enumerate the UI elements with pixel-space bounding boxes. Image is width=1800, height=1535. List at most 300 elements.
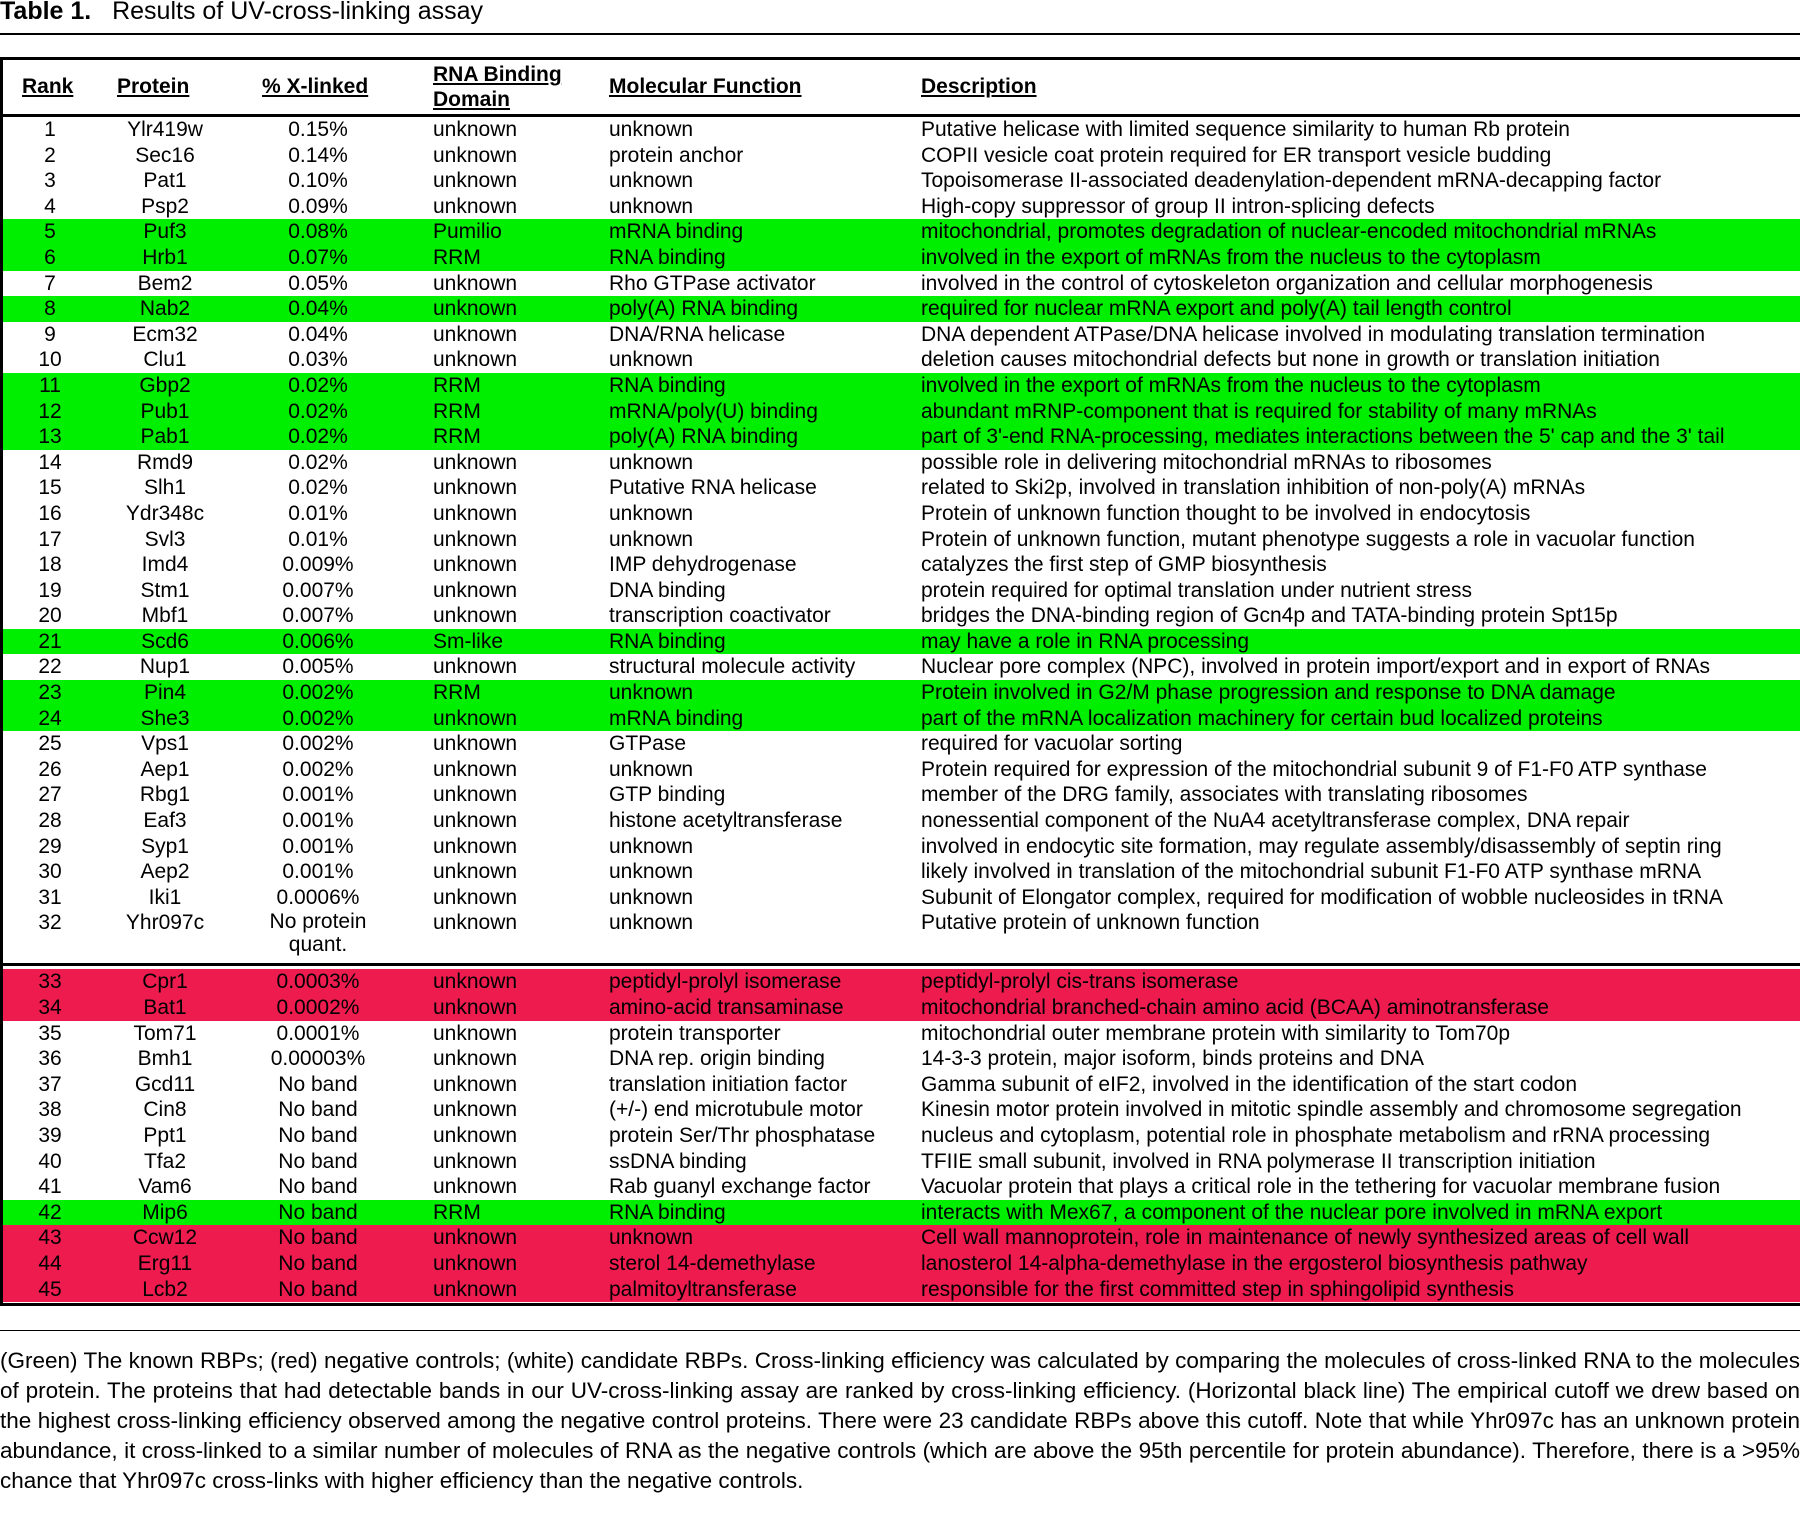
rank-cell: 1: [44, 118, 56, 141]
description-cell: Vacuolar protein that plays a critical role in the tethering for vacuolar membrane fusion: [921, 1175, 1721, 1199]
table-row: [3, 219, 1800, 245]
pct-cell: 0.006%: [282, 629, 354, 653]
domain-cell: unknown: [433, 1047, 518, 1071]
molecular-function-cell: mRNA/poly(U) binding: [609, 399, 818, 423]
domain-cell: Sm-like: [433, 629, 504, 653]
domain-cell: unknown: [433, 1123, 518, 1147]
rank-cell: 23: [38, 681, 62, 705]
pct-cell: 0.10%: [288, 169, 348, 193]
table-row: [3, 117, 1800, 143]
pct-cell: [243, 910, 393, 956]
table-row: [3, 245, 1800, 271]
domain-cell: RRM: [433, 399, 481, 423]
rank-cell: 22: [38, 655, 62, 679]
protein-cell: Hrb1: [142, 245, 188, 269]
table-row: [3, 1174, 1800, 1200]
molecular-function-cell: IMP dehydrogenase: [609, 553, 797, 577]
domain-cell: unknown: [433, 996, 518, 1019]
table-body: [3, 117, 1800, 1302]
description-cell: High-copy suppressor of group II intron-splicing defects: [921, 194, 1435, 218]
table-row: [3, 757, 1800, 783]
molecular-function-cell: protein transporter: [609, 1021, 781, 1045]
protein-cell: Vps1: [141, 732, 189, 756]
molecular-function-cell: structural molecule activity: [609, 655, 856, 679]
molecular-function-cell: unknown: [609, 1226, 694, 1250]
description-cell: Nuclear pore complex (NPC), involved in protein import/export and in export of RNAs: [921, 655, 1711, 679]
protein-cell: Yhr097c: [125, 911, 205, 935]
pct-line2: quant.: [288, 933, 348, 957]
rank-cell: 44: [38, 1251, 62, 1275]
pct-cell: 0.0003%: [276, 970, 360, 994]
domain-cell: unknown: [433, 322, 518, 346]
domain-cell: unknown: [433, 834, 518, 858]
molecular-function-cell: unknown: [609, 885, 694, 909]
table-row: [3, 1225, 1800, 1251]
table-row: [3, 501, 1800, 527]
description-cell: required for nuclear mRNA export and poly(A) tail length control: [921, 297, 1512, 321]
description-cell: part of the mRNA localization machinery for certain bud localized proteins: [921, 706, 1603, 730]
pct-cell: 0.02%: [288, 450, 348, 474]
table-row: [3, 168, 1800, 194]
rank-cell: 18: [38, 553, 62, 577]
rank-cell: 8: [44, 297, 56, 321]
domain-cell: unknown: [433, 194, 518, 218]
domain-cell: unknown: [433, 757, 518, 781]
molecular-function-cell: RNA binding: [609, 373, 726, 397]
domain-cell: unknown: [433, 706, 518, 730]
description-cell: bridges the DNA-binding region of Gcn4p and TATA-binding protein Spt15p: [921, 604, 1618, 628]
table-row: [3, 1123, 1800, 1149]
domain-cell: RRM: [433, 681, 481, 705]
pct-cell: No band: [278, 1149, 358, 1173]
results-table: [0, 57, 1800, 1306]
description-cell: Putative helicase with limited sequence similarity to human Rb protein: [921, 118, 1570, 141]
description-cell: involved in endocytic site formation, may regulate assembly/disassembly of septin ring: [921, 834, 1722, 858]
molecular-function-cell: unknown: [609, 834, 694, 858]
protein-cell: Bem2: [137, 271, 193, 295]
molecular-function-cell: (+/-) end microtubule motor: [609, 1098, 863, 1122]
molecular-function-cell: Rab guanyl exchange factor: [609, 1175, 871, 1199]
rank-cell: 5: [44, 220, 56, 244]
rank-cell: 12: [38, 399, 62, 423]
domain-cell: unknown: [433, 970, 518, 994]
table-row: [3, 731, 1800, 757]
protein-cell: Cin8: [143, 1098, 187, 1122]
domain-cell: unknown: [433, 271, 518, 295]
domain-cell: unknown: [433, 1277, 518, 1301]
rank-cell: 6: [44, 245, 56, 269]
protein-cell: Erg11: [137, 1251, 193, 1275]
table-row: [3, 834, 1800, 860]
description-cell: Putative protein of unknown function: [921, 911, 1260, 935]
table-caption: [0, 0, 483, 26]
protein-cell: Bmh1: [137, 1047, 193, 1071]
molecular-function-cell: GTP binding: [609, 783, 726, 807]
description-cell: Topoisomerase II-associated deadenylation-dependent mRNA-decapping factor: [921, 169, 1662, 193]
bottom-rule: [0, 1330, 1800, 1331]
pct-cell: 0.04%: [288, 322, 348, 346]
pct-cell: 0.001%: [282, 860, 354, 884]
rank-cell: 28: [38, 809, 62, 833]
molecular-function-cell: protein anchor: [609, 143, 744, 167]
domain-cell: unknown: [433, 501, 518, 525]
molecular-function-cell: Putative RNA helicase: [609, 476, 817, 500]
domain-cell: unknown: [433, 1021, 518, 1045]
domain-cell: Pumilio: [433, 220, 502, 244]
pct-cell: 0.14%: [288, 143, 348, 167]
description-cell: likely involved in translation of the mitochondrial subunit F1-F0 ATP synthase mRNA: [921, 860, 1702, 884]
rank-cell: 20: [38, 604, 62, 628]
description-cell: nucleus and cytoplasm, potential role in phosphate metabolism and rRNA processing: [921, 1123, 1711, 1147]
table-row: [3, 527, 1800, 553]
description-cell: required for vacuolar sorting: [921, 732, 1183, 756]
molecular-function-cell: unknown: [609, 450, 694, 474]
pct-cell: 0.0001%: [276, 1021, 360, 1045]
pct-cell: 0.03%: [288, 348, 348, 372]
pct-cell: No band: [278, 1072, 358, 1096]
domain-cell: unknown: [433, 1149, 518, 1173]
rank-cell: 35: [38, 1021, 62, 1045]
description-cell: Cell wall mannoprotein, role in maintenance of newly synthesized areas of cell wall: [921, 1226, 1690, 1250]
description-cell: peptidyl-prolyl cis-trans isomerase: [921, 970, 1239, 994]
domain-cell: unknown: [433, 143, 518, 167]
molecular-function-cell: Rho GTPase activator: [609, 271, 816, 295]
pct-cell: 0.02%: [288, 373, 348, 397]
table-row: [3, 885, 1800, 911]
table-row: [3, 1149, 1800, 1175]
protein-cell: Pat1: [143, 169, 187, 193]
molecular-function-cell: RNA binding: [609, 1200, 726, 1224]
molecular-function-cell: GTPase: [609, 732, 687, 756]
description-cell: may have a role in RNA processing: [921, 629, 1249, 653]
domain-cell: unknown: [433, 732, 518, 756]
table-row: [3, 424, 1800, 450]
rank-cell: 33: [38, 970, 62, 994]
description-cell: protein required for optimal translation under nutrient stress: [921, 578, 1472, 602]
domain-cell: unknown: [433, 783, 518, 807]
rank-cell: 32: [38, 911, 62, 935]
table-row: [3, 1200, 1800, 1226]
molecular-function-cell: unknown: [609, 860, 694, 884]
description-cell: Protein of unknown function, mutant phenotype suggests a role in vacuolar function: [921, 527, 1695, 551]
rank-cell: 10: [38, 348, 62, 372]
protein-cell: Puf3: [143, 220, 187, 244]
rank-cell: 39: [38, 1123, 62, 1147]
table-row: [3, 271, 1800, 297]
table-row: [3, 1251, 1800, 1277]
table-row: [3, 969, 1800, 995]
header-domain-line2: Domain: [433, 88, 511, 111]
rank-cell: 17: [38, 527, 62, 551]
rank-cell: 25: [38, 732, 62, 756]
pct-cell: 0.002%: [282, 681, 354, 705]
description-cell: part of 3'-end RNA-processing, mediates interactions between the 5' cap and the 3' tail: [921, 425, 1725, 449]
pct-cell: 0.007%: [282, 578, 354, 602]
description-cell: Protein of unknown function thought to be involved in endocytosis: [921, 501, 1531, 525]
molecular-function-cell: unknown: [609, 169, 694, 193]
molecular-function-cell: palmitoyltransferase: [609, 1277, 797, 1301]
protein-cell: Aep2: [140, 860, 190, 884]
table-row: [3, 450, 1800, 476]
rank-cell: 36: [38, 1047, 62, 1071]
molecular-function-cell: DNA rep. origin binding: [609, 1047, 825, 1071]
molecular-function-cell: protein Ser/Thr phosphatase: [609, 1123, 876, 1147]
protein-cell: Pin4: [143, 681, 187, 705]
rank-cell: 9: [44, 322, 56, 346]
molecular-function-cell: poly(A) RNA binding: [609, 297, 799, 321]
rank-cell: 14: [38, 450, 62, 474]
description-cell: Gamma subunit of eIF2, involved in the identification of the start codon: [921, 1072, 1578, 1096]
table-title: Results of UV-cross-linking assay: [112, 0, 484, 25]
table-row: [3, 578, 1800, 604]
pct-cell: 0.02%: [288, 399, 348, 423]
pct-cell: 0.0002%: [276, 996, 360, 1019]
description-cell: mitochondrial branched-chain amino acid (BCAA) aminotransferase: [921, 996, 1549, 1019]
domain-cell: RRM: [433, 373, 481, 397]
rank-cell: 7: [44, 271, 56, 295]
pct-cell: No band: [278, 1226, 358, 1250]
rank-cell: 13: [38, 425, 62, 449]
rank-cell: 2: [44, 143, 56, 167]
table-row: [3, 552, 1800, 578]
protein-cell: Mip6: [142, 1200, 188, 1224]
domain-cell: unknown: [433, 169, 518, 193]
pct-cell: 0.09%: [288, 194, 348, 218]
molecular-function-cell: unknown: [609, 911, 694, 935]
molecular-function-cell: unknown: [609, 348, 694, 372]
domain-cell: unknown: [433, 1175, 518, 1199]
table-row: [3, 373, 1800, 399]
table-row: [3, 143, 1800, 169]
description-cell: possible role in delivering mitochondrial mRNAs to ribosomes: [921, 450, 1492, 474]
protein-cell: Bat1: [143, 996, 187, 1019]
rank-cell: 15: [38, 476, 62, 500]
rank-cell: 29: [38, 834, 62, 858]
rank-cell: 45: [38, 1277, 62, 1301]
protein-cell: Psp2: [141, 194, 189, 218]
rank-cell: 34: [38, 996, 62, 1019]
domain-cell: unknown: [433, 578, 518, 602]
protein-cell: Tfa2: [143, 1149, 187, 1173]
domain-cell: unknown: [433, 860, 518, 884]
pct-cell: 0.15%: [288, 118, 348, 141]
protein-cell: Slh1: [143, 476, 187, 500]
pct-cell: 0.002%: [282, 732, 354, 756]
description-cell: COPII vesicle coat protein required for ER transport vesicle budding: [921, 143, 1552, 167]
rank-cell: 30: [38, 860, 62, 884]
table-row: [3, 1046, 1800, 1072]
molecular-function-cell: unknown: [609, 527, 694, 551]
description-cell: abundant mRNP-component that is required for stability of many mRNAs: [921, 399, 1597, 423]
rank-cell: 38: [38, 1098, 62, 1122]
table-footnote: (Green) The known RBPs; (red) negative controls; (white) candidate RBPs. Cross-linking efficiency was calculated by comparing the molecules of cross-linked RNA to the molecules of protein. The proteins that had detectable bands in our UV-cross-linking assay are ranked by cross-linking efficiency. (Horizontal black line) The empirical cutoff we drew based on the highest cross-linking efficiency observed among the negative control proteins. There were 23 candidate RBPs above this cutoff. Note that while Yhr097c has an unknown protein abundance, it cross-linked to a similar number of molecules of RNA as the negative controls (which are above the 95th percentile for protein abundance). Therefore, there is a >95% chance that Yhr097c cross-links with higher efficiency than the negative controls.: [0, 1348, 1800, 1493]
pct-line1: No protein: [269, 910, 367, 934]
rank-cell: 24: [38, 706, 62, 730]
pct-cell: No band: [278, 1251, 358, 1275]
pct-cell: 0.00003%: [270, 1047, 366, 1071]
table-row: [3, 995, 1800, 1021]
molecular-function-cell: transcription coactivator: [609, 604, 831, 628]
table-row: [3, 603, 1800, 629]
protein-cell: Nab2: [139, 297, 191, 321]
rank-cell: 42: [38, 1200, 62, 1224]
protein-cell: Cpr1: [142, 970, 188, 994]
domain-cell: RRM: [433, 425, 481, 449]
pct-cell: 0.0006%: [276, 885, 360, 909]
domain-cell: unknown: [433, 809, 518, 833]
protein-cell: Rmd9: [136, 450, 194, 474]
pct-cell: No band: [278, 1200, 358, 1224]
header-rank: Rank: [22, 75, 74, 98]
protein-cell: Gcd11: [134, 1072, 196, 1096]
protein-cell: Scd6: [141, 629, 189, 653]
pct-cell: No band: [278, 1123, 358, 1147]
rank-cell: 16: [38, 501, 62, 525]
protein-cell: Iki1: [148, 885, 182, 909]
protein-cell: Mbf1: [141, 604, 189, 628]
pct-cell: No band: [278, 1277, 358, 1301]
molecular-function-cell: unknown: [609, 501, 694, 525]
domain-cell: unknown: [433, 911, 518, 935]
protein-cell: Ppt1: [143, 1123, 187, 1147]
description-cell: responsible for the first committed step in sphingolipid synthesis: [921, 1277, 1514, 1301]
pct-cell: 0.01%: [288, 501, 348, 525]
table-row: [3, 194, 1800, 220]
protein-cell: Pub1: [140, 399, 190, 423]
protein-cell: Lcb2: [142, 1277, 188, 1301]
pct-cell: 0.002%: [282, 706, 354, 730]
rank-cell: 31: [38, 885, 62, 909]
table-row: [3, 347, 1800, 373]
header-domain-line1: RNA Binding: [433, 63, 562, 86]
molecular-function-cell: poly(A) RNA binding: [609, 425, 799, 449]
description-cell: involved in the control of cytoskeleton organization and cellular morphogenesis: [921, 271, 1653, 295]
table-row: [3, 1072, 1800, 1098]
table-label: Table 1.: [0, 0, 92, 25]
pct-cell: 0.04%: [288, 297, 348, 321]
rank-cell: 37: [38, 1072, 62, 1096]
table-row: [3, 1277, 1800, 1303]
header-molecular-function: Molecular Function: [609, 75, 802, 98]
rank-cell: 11: [39, 373, 61, 397]
table-row: [3, 706, 1800, 732]
rank-cell: 4: [44, 194, 56, 218]
table-row: [3, 322, 1800, 348]
description-cell: TFIIE small subunit, involved in RNA polymerase II transcription initiation: [921, 1149, 1596, 1173]
table-header: [3, 60, 1800, 114]
pct-cell: 0.001%: [282, 783, 354, 807]
protein-cell: Rbg1: [139, 783, 191, 807]
description-cell: involved in the export of mRNAs from the nucleus to the cytoplasm: [921, 373, 1541, 397]
pct-cell: 0.02%: [288, 425, 348, 449]
domain-cell: unknown: [433, 553, 518, 577]
protein-cell: Syp1: [141, 834, 189, 858]
pct-cell: 0.01%: [288, 527, 348, 551]
rank-cell: 26: [38, 757, 62, 781]
table-row: [3, 1097, 1800, 1123]
protein-cell: Ecm32: [132, 322, 198, 346]
domain-cell: unknown: [433, 297, 518, 321]
header-protein: Protein: [117, 75, 190, 98]
table-row: [3, 475, 1800, 501]
domain-cell: unknown: [433, 1226, 518, 1250]
pct-cell: 0.05%: [288, 271, 348, 295]
description-cell: deletion causes mitochondrial defects but none in growth or translation initiation: [921, 348, 1660, 372]
description-cell: mitochondrial outer membrane protein with similarity to Tom70p: [921, 1021, 1511, 1045]
table-row: [3, 629, 1800, 655]
protein-cell: Eaf3: [143, 809, 187, 833]
description-cell: Kinesin motor protein involved in mitotic spindle assembly and chromosome segregation: [921, 1098, 1742, 1122]
description-cell: interacts with Mex67, a component of the nuclear pore involved in mRNA export: [921, 1200, 1663, 1224]
pct-cell: 0.07%: [288, 245, 348, 269]
protein-cell: Stm1: [140, 578, 190, 602]
protein-cell: She3: [140, 706, 190, 730]
protein-cell: Ylr419w: [127, 118, 203, 141]
molecular-function-cell: ssDNA binding: [609, 1149, 747, 1173]
molecular-function-cell: unknown: [609, 118, 694, 141]
top-rule: [0, 33, 1800, 35]
pct-cell: No band: [278, 1175, 358, 1199]
protein-cell: Ydr348c: [125, 501, 205, 525]
domain-cell: unknown: [433, 1251, 518, 1275]
table-row: [3, 296, 1800, 322]
molecular-function-cell: RNA binding: [609, 245, 726, 269]
pct-cell: 0.002%: [282, 757, 354, 781]
domain-cell: unknown: [433, 655, 518, 679]
molecular-function-cell: mRNA binding: [609, 220, 744, 244]
molecular-function-cell: mRNA binding: [609, 706, 744, 730]
rank-cell: 40: [38, 1149, 62, 1173]
description-cell: related to Ski2p, involved in translation inhibition of non-poly(A) mRNAs: [921, 476, 1586, 500]
molecular-function-cell: amino-acid transaminase: [609, 996, 844, 1019]
domain-cell: unknown: [433, 348, 518, 372]
protein-cell: Vam6: [138, 1175, 192, 1199]
header-description: Description: [921, 75, 1037, 98]
protein-cell: Aep1: [140, 757, 190, 781]
description-cell: DNA dependent ATPase/DNA helicase involved in modulating translation termination: [921, 322, 1706, 346]
description-cell: mitochondrial, promotes degradation of nuclear-encoded mitochondrial mRNAs: [921, 220, 1657, 244]
table-row: [3, 654, 1800, 680]
rank-cell: 19: [38, 578, 62, 602]
protein-cell: Gbp2: [139, 373, 191, 397]
domain-cell: unknown: [433, 450, 518, 474]
domain-cell: unknown: [433, 118, 518, 141]
protein-cell: Tom71: [133, 1021, 197, 1045]
pct-cell: 0.08%: [288, 220, 348, 244]
domain-cell: unknown: [433, 885, 518, 909]
table-row: [3, 680, 1800, 706]
pct-cell: 0.001%: [282, 809, 354, 833]
description-cell: Subunit of Elongator complex, required for modification of wobble nucleosides in tRNA: [921, 885, 1723, 909]
description-cell: 14-3-3 protein, major isoform, binds proteins and DNA: [921, 1047, 1425, 1071]
protein-cell: Imd4: [141, 553, 189, 577]
protein-cell: Ccw12: [132, 1226, 198, 1250]
description-cell: nonessential component of the NuA4 acetyltransferase complex, DNA repair: [921, 809, 1630, 833]
description-cell: lanosterol 14-alpha-demethylase in the ergosterol biosynthesis pathway: [921, 1251, 1588, 1275]
domain-cell: unknown: [433, 604, 518, 628]
molecular-function-cell: DNA binding: [609, 578, 726, 602]
rank-cell: 43: [38, 1226, 62, 1250]
rank-cell: 41: [38, 1175, 62, 1199]
molecular-function-cell: DNA/RNA helicase: [609, 322, 786, 346]
domain-cell: unknown: [433, 476, 518, 500]
molecular-function-cell: peptidyl-prolyl isomerase: [609, 970, 842, 994]
molecular-function-cell: unknown: [609, 757, 694, 781]
domain-cell: unknown: [433, 1072, 518, 1096]
description-cell: member of the DRG family, associates with translating ribosomes: [921, 783, 1528, 807]
domain-cell: RRM: [433, 1200, 481, 1224]
protein-cell: Sec16: [135, 143, 195, 167]
